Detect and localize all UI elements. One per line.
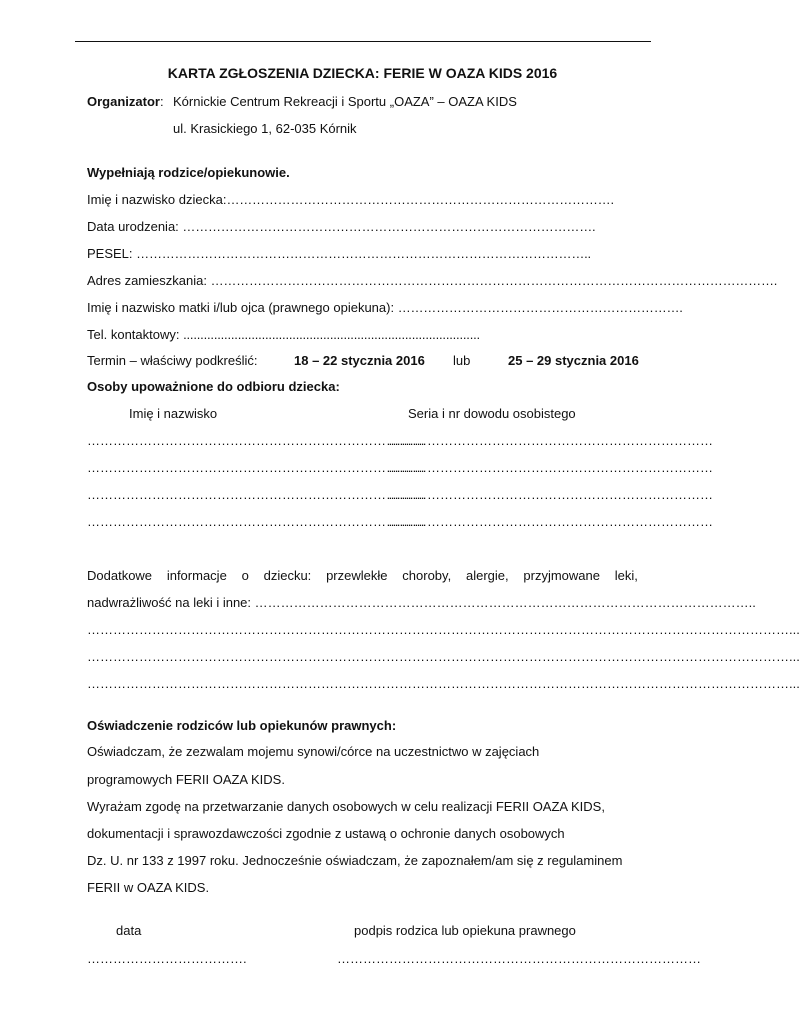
term-option-2[interactable]: 25 – 29 stycznia 2016: [508, 353, 639, 368]
authorized-col-name: Imię i nazwisko: [129, 406, 218, 421]
parents-heading: Wypełniają rodzice/opiekunowie.: [87, 165, 290, 180]
date-line[interactable]: ……………………………….: [87, 951, 247, 966]
additional-info-intro: [87, 568, 638, 584]
authorized-name-line-1[interactable]: ……………………………………………………………………: [87, 433, 425, 448]
statement-line: Oświadczam, że zezwalam mojemu synowi/córce na uczestnictwo w zajęciach: [87, 744, 540, 759]
field-pesel: [87, 246, 591, 262]
authorized-name-line-4[interactable]: ……………………………………………………………………: [87, 514, 425, 529]
statement-line: FERII w OAZA KIDS.: [87, 880, 210, 895]
date-label: data: [116, 923, 142, 938]
field-phone: [87, 327, 480, 343]
organizer-colon: :: [159, 94, 164, 109]
additional-info-line-2[interactable]: ………………………………………………………………………………………………………………………………………………...: [87, 622, 800, 637]
authorized-id-line-2[interactable]: …………………………………………………………………: [388, 460, 713, 475]
organizer-name: Kórnickie Centrum Rekreacji i Sportu „OAZA” – OAZA KIDS: [173, 94, 517, 109]
field-birth-date: [87, 219, 595, 235]
fill-line[interactable]: ……………………………………………………………………………….: [226, 192, 614, 207]
authorized-id-line-1[interactable]: …………………………………………………………………: [388, 433, 713, 448]
signature-line[interactable]: …………………………………………………………………………: [337, 951, 701, 966]
field-address: [87, 273, 778, 289]
field-label: Imię i nazwisko dziecka:: [87, 192, 227, 207]
field-parent-name: [87, 300, 683, 316]
top-rule: [75, 41, 651, 42]
form-title: KARTA ZGŁOSZENIA DZIECKA: FERIE W OAZA KIDS 2016: [167, 65, 558, 81]
authorized-col-id: Seria i nr dowodu osobistego: [408, 406, 576, 421]
field-label: Imię i nazwisko matki i/lub ojca (prawnego opiekuna):: [87, 300, 398, 315]
signature-label: podpis rodzica lub opiekuna prawnego: [354, 923, 576, 938]
additional-info-line-4[interactable]: ………………………………………………………………………………………………………………………………………………...: [87, 676, 800, 691]
field-label: Tel. kontaktowy:: [87, 327, 184, 342]
word: przyjmowane: [523, 568, 600, 583]
authorized-id-line-4[interactable]: …………………………………………………………………: [388, 514, 713, 529]
statement-line: Wyrażam zgodę na przetwarzanie danych osobowych w celu realizacji FERII OAZA KIDS,: [87, 799, 605, 814]
word: o: [241, 568, 249, 583]
authorized-name-line-2[interactable]: ……………………………………………………………………: [87, 460, 425, 475]
authorized-heading: Osoby upoważnione do odbioru dziecka:: [87, 379, 340, 394]
word: Dodatkowe: [87, 568, 153, 583]
field-label: Adres zamieszkania:: [87, 273, 211, 288]
fill-line[interactable]: …………………………………………………………………………………………………………………….: [210, 273, 778, 288]
field-label: Data urodzenia:: [87, 219, 183, 234]
word: alergie,: [465, 568, 509, 583]
term-label: Termin – właściwy podkreślić:: [87, 353, 258, 368]
fill-line[interactable]: ………………………………………………………….: [397, 300, 683, 315]
field-child-name: [87, 192, 614, 208]
authorized-name-line-3[interactable]: ……………………………………………………………………: [87, 487, 425, 502]
authorized-id-line-3[interactable]: …………………………………………………………………: [388, 487, 713, 502]
field-label: PESEL:: [87, 246, 137, 261]
fill-line[interactable]: ……………………………………………………………………………………………..: [136, 246, 591, 261]
organizer-label: Organizator: [87, 94, 160, 109]
statement-heading: Oświadczenie rodziców lub opiekunów prawnych:: [87, 718, 397, 733]
word: choroby,: [402, 568, 452, 583]
word: dziecku:: [263, 568, 312, 583]
fill-line[interactable]: .......................................................................................: [183, 327, 480, 342]
organizer-address: ul. Krasickiego 1, 62-035 Kórnik: [173, 121, 357, 136]
additional-info-line-3[interactable]: ………………………………………………………………………………………………………………………………………………...: [87, 649, 800, 664]
organizer-row: [87, 94, 164, 110]
word: przewlekłe: [326, 568, 388, 583]
statement-line: dokumentacji i sprawozdawczości zgodnie z ustawą o ochronie danych osobowych: [87, 826, 565, 841]
statement-line: programowych FERII OAZA KIDS.: [87, 772, 285, 787]
statement-line: Dz. U. nr 133 z 1997 roku. Jednocześnie oświadczam, że zapoznałem/am się z regulaminem: [87, 853, 623, 868]
term-option-1[interactable]: 18 – 22 stycznia 2016: [294, 353, 425, 368]
term-or: lub: [453, 353, 471, 368]
fill-line[interactable]: …………………………………………………………………………………….: [182, 219, 596, 234]
word: leki,: [614, 568, 638, 583]
additional-info-line-1[interactable]: nadwrażliwość na leki i inne: ……………………………………………………………………………………………………..: [87, 595, 756, 610]
word: informacje: [166, 568, 227, 583]
